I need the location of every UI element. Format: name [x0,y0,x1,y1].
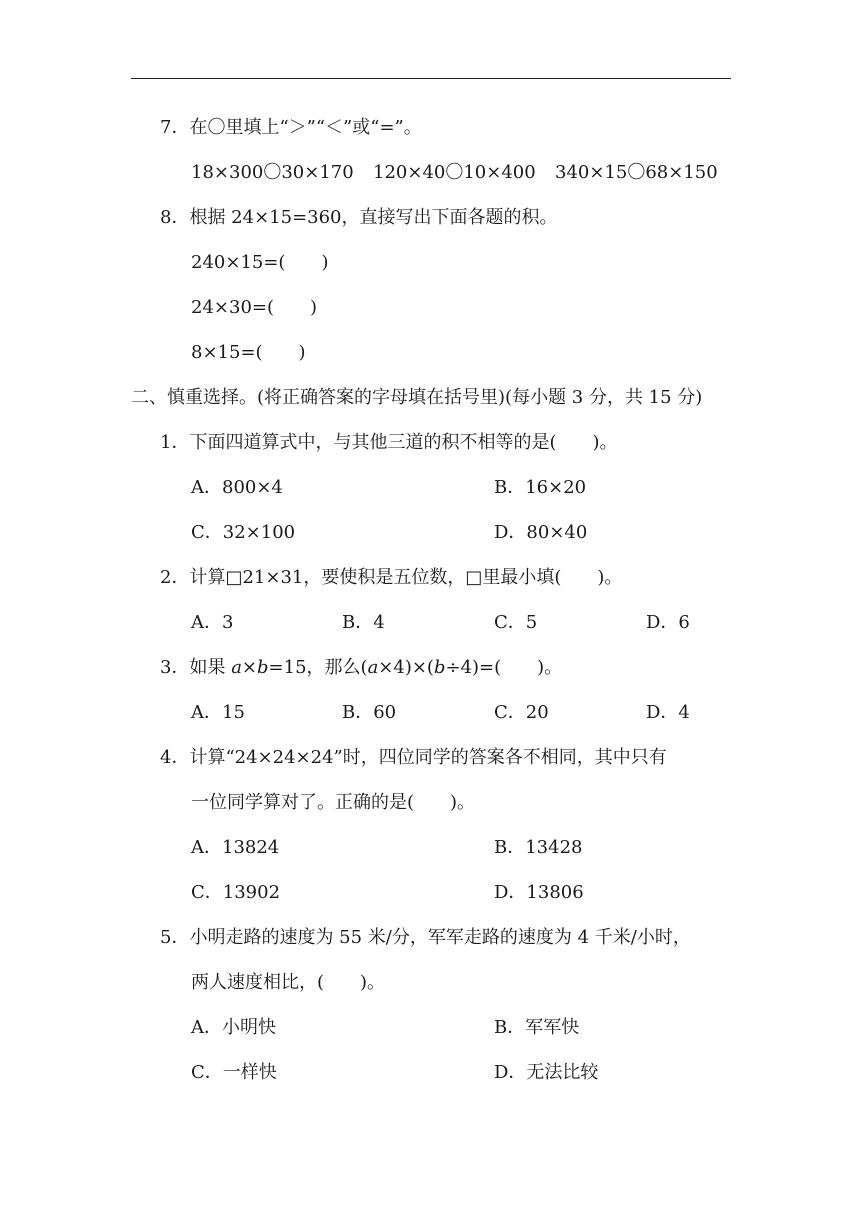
q3-var-b-2: b [433,657,446,678]
q8-item-2: 24×30=( ) [191,297,318,318]
q7-stem: 7．在〇里填上“＞”“＜”或“=”。 [160,117,422,138]
q4-option-d: D．13806 [494,882,584,903]
question-5-stem-line-1: 5．小明走路的速度为 55 米/分，军军走路的速度为 4 千米/小时， [160,927,691,948]
q4-option-b: B．13428 [494,837,583,858]
q8-item-1: 240×15=( ) [191,252,329,273]
q7-item-2: 120×40〇10×400 [373,162,536,183]
q3-var-b: b [257,657,269,678]
q7-item-3: 340×15〇68×150 [555,162,718,183]
header-rule [131,78,731,79]
question-4-stem-line-1: 4．计算“24×24×24”时，四位同学的答案各不相同，其中只有 [160,747,667,768]
question-5-stem-line-2: 两人速度相比，( )。 [191,972,386,993]
q3-option-c: C．20 [494,702,549,723]
q8-item-3: 8×15=( ) [191,342,306,363]
q1-option-b: B．16×20 [494,477,587,498]
q3-stem-mid-2: ×4)×( [378,657,434,678]
q3-var-a: a [231,657,242,678]
q3-option-b: B．60 [342,702,397,723]
question-4-stem-line-2: 一位同学算对了。正确的是( )。 [191,792,476,813]
section-heading: 二、慎重选择。(将正确答案的字母填在括号里)(每小题 3 分，共 15 分) [131,387,703,408]
question-3-stem [160,656,562,680]
q7-item-1: 18×300〇30×170 [191,162,354,183]
q3-var-a-2: a [367,657,379,678]
q3-option-d: D．4 [646,702,690,723]
question-2-stem: 2．计算□21×31，要使积是五位数，□里最小填( )。 [160,567,623,588]
q3-stem-suffix: ÷4)=( )。 [445,657,563,678]
q5-option-a: A．小明快 [191,1017,276,1038]
q4-option-a: A．13824 [191,837,280,858]
q1-option-c: C．32×100 [191,522,296,543]
question-1-stem: 1．下面四道算式中，与其他三道的积不相等的是( )。 [160,432,618,453]
q5-option-d: D．无法比较 [494,1062,599,1083]
q2-option-c: C．5 [494,612,538,633]
q2-option-d: D．6 [646,612,690,633]
q5-option-c: C．一样快 [191,1062,277,1083]
q3-stem-mid: =15，那么( [268,657,368,678]
q3-stem-prefix: 3．如果 [160,657,232,678]
q4-option-c: C．13902 [191,882,281,903]
q1-option-a: A．800×4 [191,477,283,498]
q2-option-b: B．4 [342,612,385,633]
q1-option-d: D．80×40 [494,522,588,543]
q3-option-a: A．15 [191,702,245,723]
q3-stem-times: × [241,657,258,678]
q5-option-b: B．军军快 [494,1017,580,1038]
q2-option-a: A．3 [191,612,234,633]
q8-stem: 8．根据 24×15=360，直接写出下面各题的积。 [160,207,558,228]
